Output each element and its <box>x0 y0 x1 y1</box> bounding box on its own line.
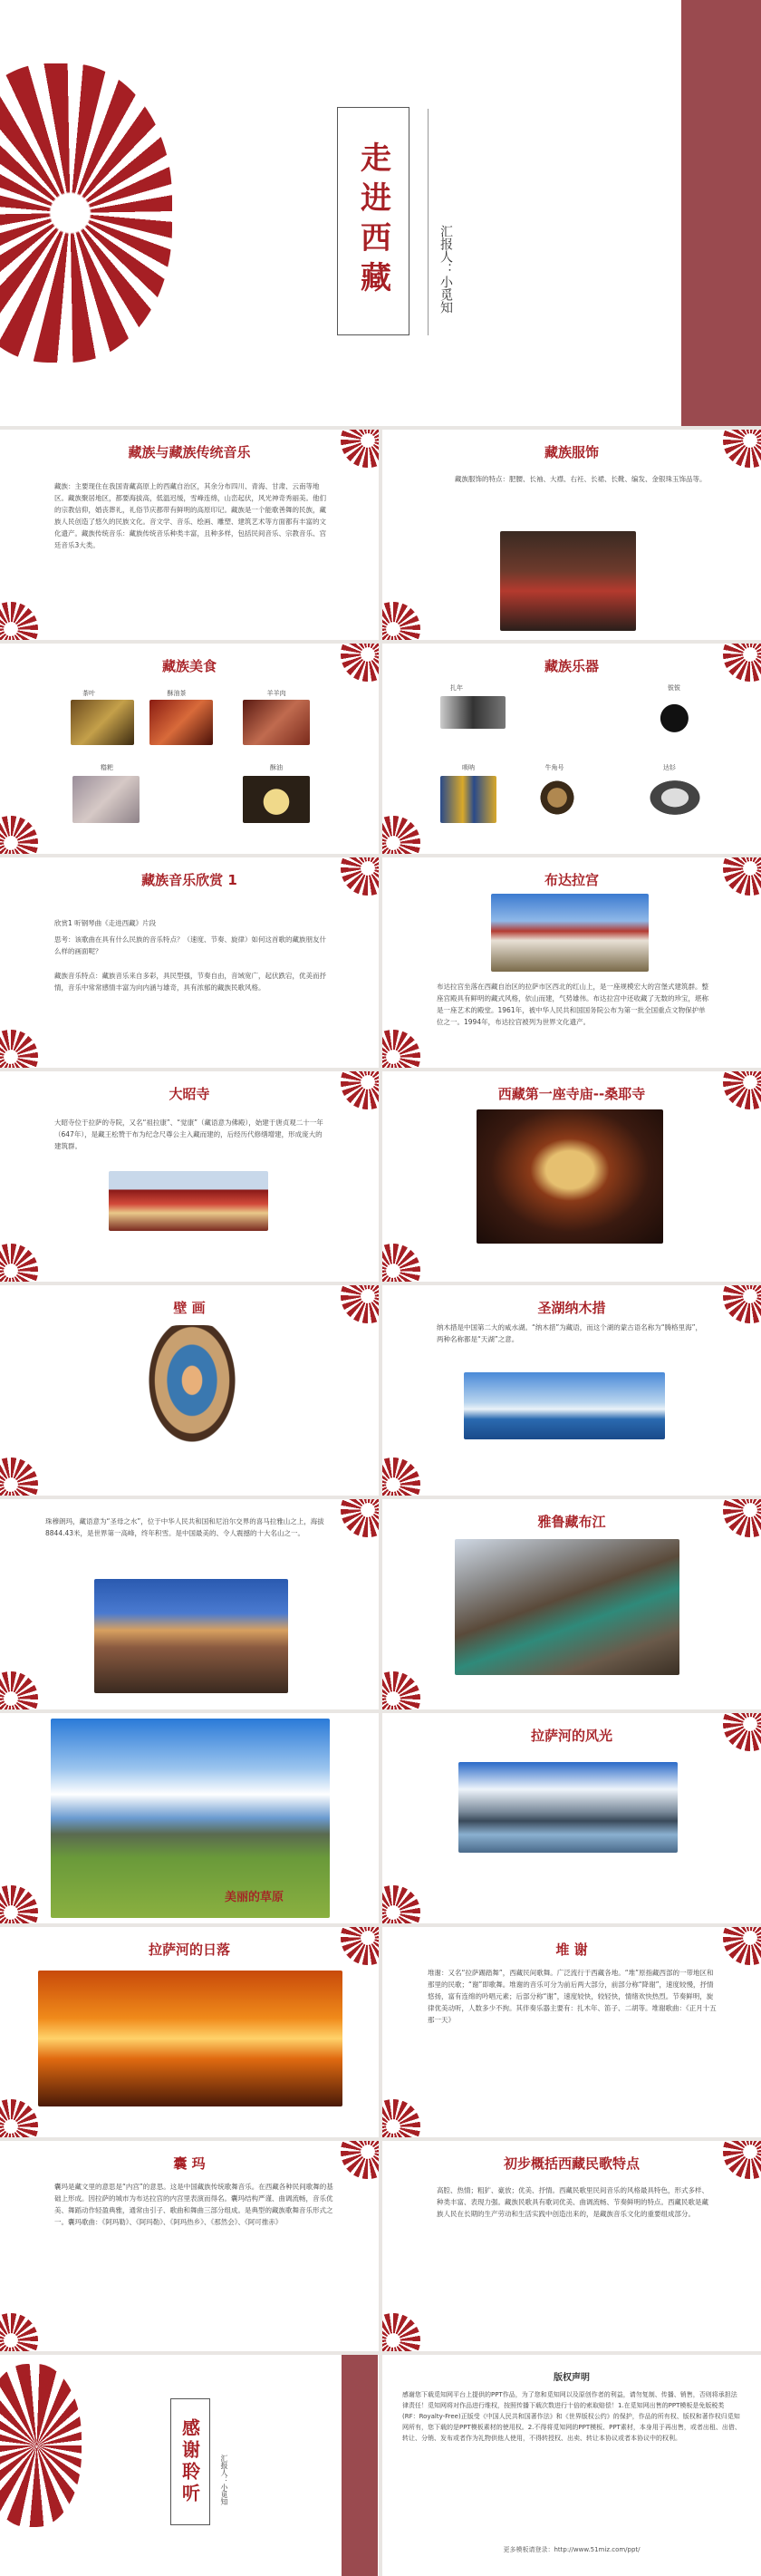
slide-title: 拉萨河的日落 <box>148 1942 230 1958</box>
slide-murals <box>0 1285 379 1496</box>
copyright-link[interactable]: 更多模板请登录：http://www.51miz.com/ppt/ <box>503 2546 641 2553</box>
food-label: 茶叶 <box>82 690 95 697</box>
instrument-photo <box>440 776 496 823</box>
food-label: 酥油 <box>270 764 283 771</box>
papercut-ornament <box>0 2364 82 2527</box>
instrument-photo <box>645 694 710 738</box>
slide-music-appreciation <box>0 857 379 1068</box>
slide-lhasa-river <box>382 1713 761 1923</box>
food-photo <box>243 700 310 745</box>
cover-slide <box>0 0 761 426</box>
slide-title: 初步概括西藏民歌特点 <box>503 2155 640 2172</box>
papercut-ornament <box>0 2099 38 2137</box>
slide-body: 藏族服饰的特点：肥腰、长袖、大襟、右衽、长裙、长靴、编发、金银珠玉饰品等。 <box>455 475 707 483</box>
slide-potala <box>382 857 761 1068</box>
lhasa-river-photo <box>458 1762 678 1853</box>
grassland-photo <box>51 1719 330 1918</box>
papercut-ornament <box>382 1885 420 1923</box>
slide-food <box>0 644 379 854</box>
namtso-photo <box>464 1372 665 1439</box>
potala-photo <box>491 894 649 972</box>
slide-title: 藏族音乐欣赏 1 <box>141 872 237 888</box>
instrument-label: 唢呐 <box>462 764 475 771</box>
papercut-ornament <box>0 2313 38 2351</box>
slide-title: 大昭寺 <box>169 1086 210 1102</box>
thanks-author: 汇报人：小觅知 <box>220 2455 228 2505</box>
slide-title: 藏族乐器 <box>544 658 599 674</box>
instrument-photo <box>440 696 506 729</box>
food-label: 糌粑 <box>101 764 113 771</box>
slide-body-2: 思考：该歌曲在具有什么民族的音乐特点？（速度、节奏、旋律）如何这首歌的藏族朋友什么样的画面呢？ <box>54 935 326 955</box>
food-label: 酥油茶 <box>167 690 187 697</box>
slide-body-1: 欣赏1 听钢琴曲《走进西藏》片段 <box>54 919 157 927</box>
photo-overlay-title: 美丽的草原 <box>225 1891 284 1904</box>
slide-title: 雅鲁藏布江 <box>537 1514 606 1530</box>
slide-samye <box>382 1071 761 1282</box>
papercut-ornament <box>0 816 38 854</box>
papercut-ornament <box>382 1244 420 1282</box>
slide-title: 藏族美食 <box>161 658 217 674</box>
papercut-ornament <box>382 602 420 640</box>
slide-body: 藏族：主要现住在我国青藏高原上的西藏自治区，其余分布四川、青海、甘肃、云南等地区。藏族聚居地区，都要海拔高，低温迟缓，雪峰连绵，山峦起伏，风光神奇秀丽美。他们的宗教信仰，婚丧葬礼，礼俗节庆都带有鲜明的高原印记。藏族是一个能歌善舞的民族，藏族人民创造了悠久的民族文化。音文学、音乐、绘画、雕塑、建筑艺术等方面都有丰富的文化遗产。藏族传统音乐：藏族传统音乐种类丰富，且种多样，包括民间音乐、宗教音乐、宫廷音乐3大类。 <box>54 482 326 549</box>
instrument-label: 钹钹 <box>668 684 680 692</box>
food-photo <box>71 700 134 745</box>
slide-costume <box>382 430 761 640</box>
papercut-ornament <box>0 1244 38 1282</box>
slide-folk-song-traits <box>382 2141 761 2351</box>
cover-title: 走进西藏 <box>354 141 391 301</box>
instrument-label: 扎年 <box>450 684 463 692</box>
slide-everest <box>0 1499 379 1709</box>
divider <box>428 109 429 335</box>
papercut-ornament <box>382 2313 420 2351</box>
slide-title: 藏族与藏族传统音乐 <box>128 444 251 460</box>
cover-author: 汇报人：小觅知 <box>438 225 453 314</box>
papercut-ornament <box>0 1030 38 1068</box>
thanks-title-frame <box>170 2398 210 2525</box>
mural-figure <box>134 1325 250 1463</box>
slide-title: 拉萨河的风光 <box>530 1728 612 1744</box>
thanks-side-band <box>342 2355 378 2576</box>
slide-yarlung <box>382 1499 761 1709</box>
slide-title: 壁 画 <box>173 1300 206 1316</box>
sunset-photo <box>38 1971 342 2106</box>
slide-body: 布达拉宫坐落在西藏自治区的拉萨市区西北的红山上，是一座规模宏大的宫堡式建筑群。整座宫殿具有鲜明的藏式风格，依山而建，气势雄伟。布达拉宫中还收藏了无数的珍宝，堪称是一座艺术的殿堂。1961年，被中华人民共和国国务院公布为第一批全国重点文物保护单位之一。1994年，布达拉宫被列为世界文化遗产。 <box>437 983 708 1026</box>
slide-body: 感谢您下载觅知网平台上提供的PPT作品，为了您和觅知网以及原创作者的利益，请勿复制、传播、销售，否则将承担法律责任！觅知网将对作品进行维权，按照传播下载次数进行十倍的索取赔偿！1.在觅知网出售的PPT模板是免版税类(RF：Royalty-Free)正版受《中国人民共和国著作法》和《世界版权公约》的保护，作品的所有权、版权和著作权归觅知网所有，您下载的是PPT模板素材的使用权。2.不得将觅知网的PPT模板、PPT素材，本身用于再出售，或者出租、出借、转让、分销、发布或者作为礼物供他人使用，不得转授权、出卖、转让本协议或者本协议中的权利。 <box>402 2391 741 2442</box>
slide-copyright <box>382 2355 761 2576</box>
papercut-ornament <box>382 1030 420 1068</box>
instrument-label: 牛角号 <box>544 764 564 771</box>
slide-instruments <box>382 644 761 854</box>
slide-namtso <box>382 1285 761 1496</box>
slide-body-3: 藏族音乐特点：藏族音乐来自多彩，具民型强，节奏自由，音域宽广，起伏跌宕，优美而抒情，音乐中常常感情丰富为向内涵与雄奇，具有浓郁的藏族民歌风格。 <box>54 972 326 992</box>
slide-title: 藏族服饰 <box>544 444 599 460</box>
papercut-ornament <box>382 2099 420 2137</box>
papercut-ornament <box>0 1457 38 1496</box>
food-photo <box>243 776 310 823</box>
slide-body: 纳木措是中国第二大的咸水湖。“纳木措”为藏语，而这个湖的蒙古语名称为“腾格里海”，两种名称都是“天湖”之意。 <box>437 1323 703 1343</box>
slide-title: 囊 玛 <box>173 2155 206 2172</box>
papercut-ornament <box>0 602 38 640</box>
cover-title-frame <box>337 107 409 335</box>
slide-body: 堆谢：又名“拉萨踢踏舞”，西藏民间歌舞。广泛流行于西藏各地。“堆”原指藏西部的一带地区和那里的民歌；“谢”即歌舞。堆谢的音乐可分为前后两大部分，前部分称“降谢”，速度较慢，抒情悠扬，富有连绵的吟唱元素；后部分称“谢”，速度较快，较轻快，情绪欢快热烈。节奏鲜明，旋律优美动听，人数多少不拘。其伴奏乐器主要有：扎木年、笛子、二胡等。堆谢歌曲：《正月十五那一天》 <box>428 1969 717 2024</box>
papercut-ornament <box>0 1885 38 1923</box>
samye-photo <box>477 1109 663 1244</box>
slide-thanks <box>0 2355 379 2576</box>
slide-body: 高腔、热情；粗犷、豪放；优美、抒情。西藏民歌里民间音乐的风格最具特色，形式多样、种类丰富、表现力强。藏族民歌具有歌词优美、曲调流畅、节奏鲜明的特点。西藏民歌是藏族人民在长期的生产劳动和生活实践中创造出来的，是藏族音乐文化的重要组成部分。 <box>437 2186 708 2218</box>
papercut-ornament <box>382 816 420 854</box>
slide-title: 布达拉宫 <box>544 872 599 888</box>
slide-music-intro <box>0 430 379 640</box>
cover-side-band <box>681 0 761 426</box>
food-label: 羊羊肉 <box>266 690 286 697</box>
jokhang-photo <box>109 1171 268 1231</box>
slide-duixie <box>382 1927 761 2137</box>
instrument-label: 达钐 <box>663 764 676 771</box>
slide-title: 堆 谢 <box>555 1942 588 1958</box>
papercut-ornament <box>0 1671 38 1709</box>
papercut-ornament <box>382 1457 420 1496</box>
slide-body: 大昭寺位于拉萨的寺院，又名“祖拉康”、“觉康”（藏语意为佛殿），始建于唐贞观二十一年（647年），是藏王松赞干布为纪念尺尊公主入藏而建的，后经历代修缮增建，形成庞大的建筑群。 <box>54 1119 323 1150</box>
papercut-ornament <box>382 1671 420 1709</box>
papercut-ornament <box>0 63 172 363</box>
food-photo <box>149 700 213 745</box>
thanks-title: 感谢聆听 <box>178 2418 201 2505</box>
slide-jokhang <box>0 1071 379 1282</box>
slide-grassland <box>0 1713 379 1923</box>
instrument-photo <box>536 780 578 816</box>
instrument-photo <box>643 776 707 819</box>
yarlung-photo <box>455 1539 679 1675</box>
slide-nangma <box>0 2141 379 2351</box>
slide-body: 囊玛是藏文里的意思是“内宫”的意思。这是中国藏族传统歌舞音乐。在西藏各种民间歌舞的基础上形成。因拉萨的城市为布达拉宫的内宫里表演而得名。囊玛结构严谨、曲调流畅，音乐优美、舞蹈动作轻盈典雅，通常由引子、歌曲和舞曲三部分组成。是典型的藏族歌舞音乐形式之一。囊玛歌曲：《阿玛勒》、《阿玛勒》、《阿玛热乡》、《那然会》、《阿可推赤》 <box>54 2183 333 2226</box>
everest-photo <box>94 1579 288 1693</box>
costume-photo <box>500 531 636 631</box>
slide-title: 版权声明 <box>554 2373 590 2383</box>
papercut-ornament <box>341 1499 379 1537</box>
food-photo <box>72 776 140 823</box>
slide-title: 圣湖纳木措 <box>537 1300 606 1316</box>
slide-title: 西藏第一座寺庙--桑耶寺 <box>497 1086 646 1102</box>
slide-sunset <box>0 1927 379 2137</box>
slide-body: 珠穆朗玛，藏语意为“圣母之水”，位于中华人民共和国和尼泊尔交界的喜马拉雅山之上，海拔8844.43米，是世界第一高峰，终年积雪。是中国最美的、令人震撼的十大名山之一。 <box>45 1517 324 1537</box>
